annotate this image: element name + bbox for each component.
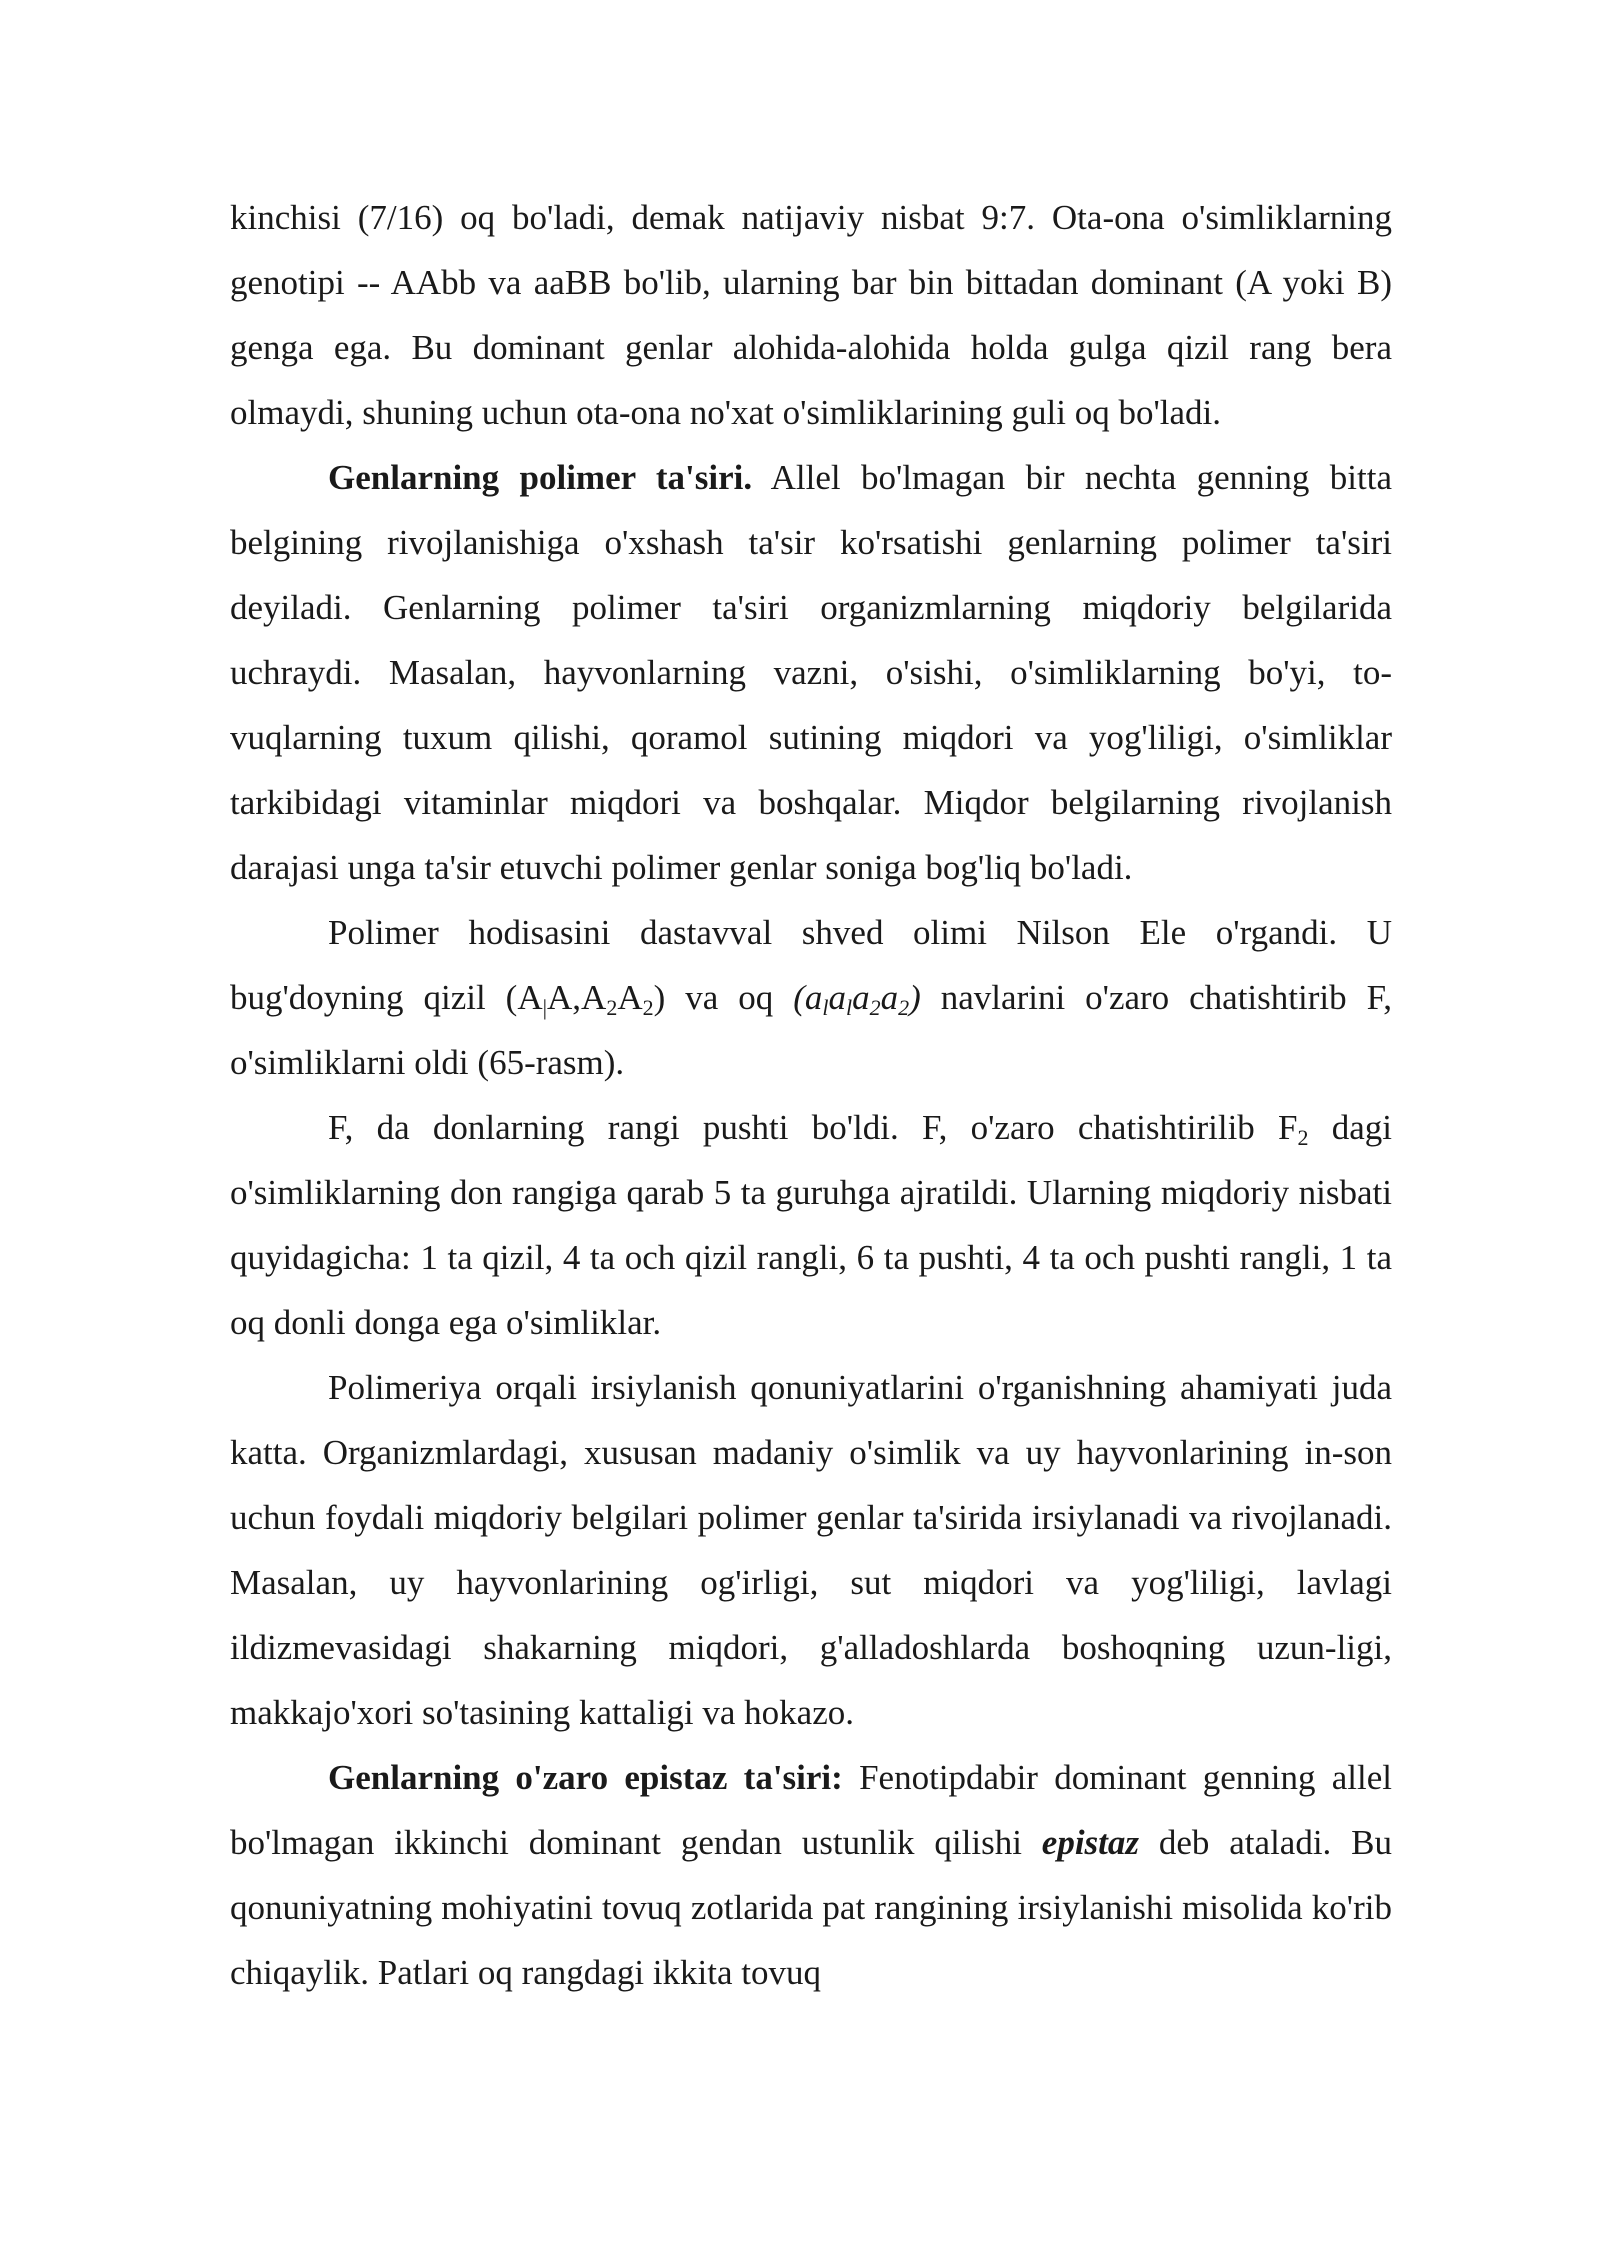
subscript: 2: [642, 995, 654, 1020]
subscript: 2: [606, 995, 618, 1020]
subscript: 2: [869, 995, 881, 1020]
section-heading-polymer: Genlarning polimer ta'siri.: [328, 458, 753, 497]
term-epistaz: epistaz: [1041, 1823, 1140, 1862]
text-run: deb ataladi. Bu qonuniyatning mohiyatini tovuq zotlarida pat rangining irsiylanishi misolida ko'rib chiqaylik. Patlari oq rangdagi ikkita tovuq: [230, 1823, 1392, 1992]
text-run: ): [909, 978, 921, 1017]
text-run: A,A: [547, 978, 607, 1017]
paragraph-polymeria-importance: [230, 1355, 1392, 1745]
paragraph-nilson-ele: [230, 900, 1392, 1095]
text-run: a: [828, 978, 847, 1017]
document-page: [230, 185, 1392, 2005]
text-run: navlarini o'zaro chatishtirib F, o'simliklarni oldi (65-rasm).: [230, 978, 1392, 1082]
text-run: ) va oq: [653, 978, 794, 1017]
text-run: A: [617, 978, 643, 1017]
paragraph-polymer: [230, 445, 1392, 900]
genotype-formula: [793, 978, 921, 1020]
paragraph-text: Polimeriya orqali irsiylanish qonuniyatlarini o'rganishning ahamiyati juda katta. Organizmlardagi, xususan madaniy o'simlik va uy hayvonlarining in-son uchun foydali miqdoriy belgilari polimer genlar ta'sirida irsiylanadi va rivojlanadi. Masalan, uy hayvonlarining og'irligi, sut miqdori va yog'liligi, lavlagi ildizmevasidagi shakarning miqdori, g'alladoshlarda boshoqning uzun-ligi, makkajo'xori so'tasining kattaligi va hokazo.: [230, 1368, 1392, 1732]
subscript: |: [542, 995, 548, 1020]
paragraph-f-generations: [230, 1095, 1392, 1355]
text-run: (a: [793, 978, 823, 1017]
subscript: 2: [1297, 1125, 1309, 1150]
text-run: F, da donlarning rangi pushti bo'ldi. F, o'zaro chatishtirilib F: [328, 1108, 1298, 1147]
paragraph-epistasis: [230, 1745, 1392, 2005]
text-run: a: [852, 978, 870, 1017]
subscript: l: [822, 995, 829, 1020]
paragraph-text: Allel bo'lmagan bir nechta genning bitta belgining rivojlanishiga o'xshash ta'sir ko'rsatishi genlarning polimer ta'siri deyiladi. Genlarning polimer ta'siri organizmlarning miqdoriy belgilarida uchraydi. Masalan, hayvonlarning vazni, o'sishi, o'simliklarning bo'yi, to-vuqlarning tuxum qilishi, qoramol sutining miqdori va yog'liligi, o'simliklar tarkibidagi vitaminlar miqdori va boshqalar. Miqdor belgilarning rivojlanish darajasi unga ta'sir etuvchi polimer genlar soniga bog'liq bo'ladi.: [230, 458, 1392, 887]
text-run: Polimer hodisasini dastavval shved olimi Nilson Ele o'rgandi. U bug'doyning qizil (A: [230, 913, 1392, 1017]
paragraph-text: kinchisi (7/16) oq bo'ladi, demak natijaviy nisbat 9:7. Ota-ona o'simliklarning genotipi -- AAbb va aaBB bo'lib, ularning bar bin bittadan dominant (A yoki B) genga ega. Bu dominant genlar alohida-alohida holda gulga qizil rang bera olmaydi, shuning uchun ota-ona no'xat o'simliklarining guli oq bo'ladi.: [230, 198, 1392, 432]
text-run: Fenotipdabir dominant genning allel bo'lmagan ikkinchi dominant gendan ustunlik qilishi: [230, 1758, 1392, 1862]
subscript: 2: [898, 995, 910, 1020]
text-run: a: [880, 978, 899, 1017]
subscript: l: [846, 995, 853, 1020]
section-heading-epistasis: Genlarning o'zaro epistaz ta'siri:: [328, 1758, 843, 1797]
text-run: dagi o'simliklarning don rangiga qarab 5 ta guruhga ajratildi. Ularning miqdoriy nisbati quyidagicha: 1 ta qizil, 4 ta och qizil rangli, 6 ta pushti, 4 ta och pushti rangli, 1 ta oq donli donga ega o'simliklar.: [230, 1108, 1392, 1342]
paragraph-continuation: [230, 185, 1392, 445]
